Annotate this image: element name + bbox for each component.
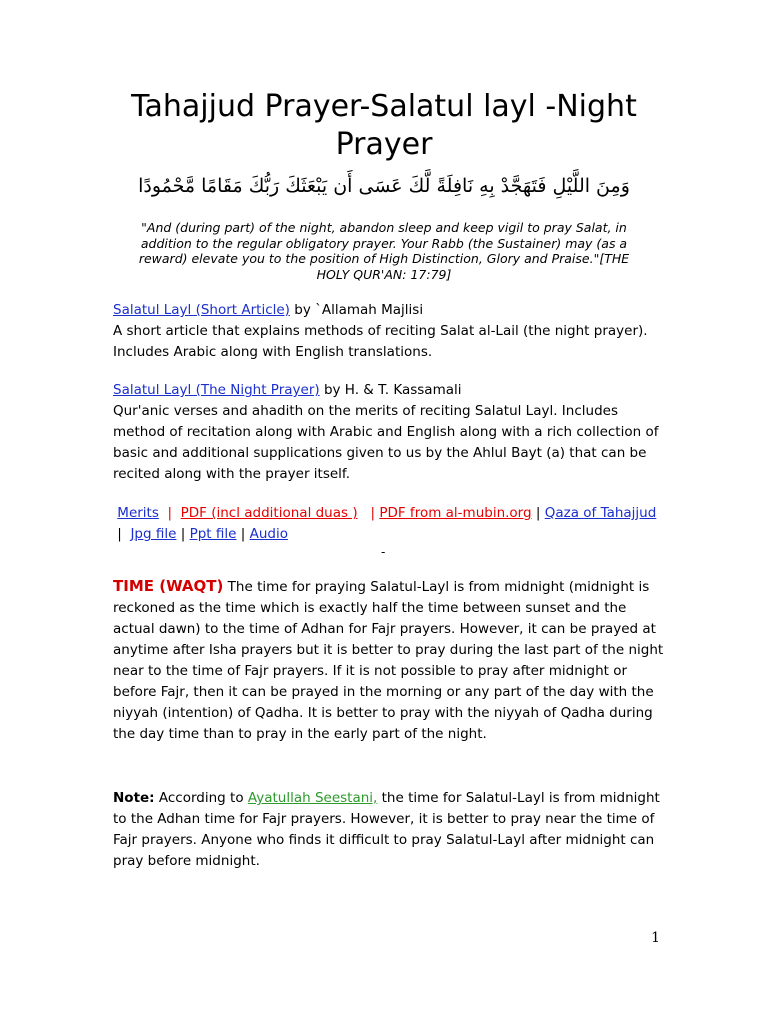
time-section xyxy=(113,576,668,745)
link-separator: | xyxy=(240,526,246,542)
short-article-author: by `Allamah Majlisi xyxy=(289,302,424,318)
jpg-link[interactable]: Jpg file xyxy=(130,526,177,542)
ppt-link[interactable]: Ppt file xyxy=(189,526,237,542)
pdf-mubin-link[interactable]: PDF from al-mubin.org xyxy=(379,505,532,521)
link-separator: | xyxy=(535,505,541,521)
link-separator: | xyxy=(167,505,173,521)
seestani-link[interactable]: Ayatullah Seestani, xyxy=(247,790,378,806)
resource-links xyxy=(113,503,668,545)
link-separator: | xyxy=(117,526,122,542)
note-label: Note: xyxy=(113,790,155,806)
entry-night-prayer xyxy=(113,380,668,485)
arabic-verse: وَمِنَ اللَّيْلِ فَتَهَجَّدْ بِهِ نَافِلَةً لَّكَ عَسَى أَن يَبْعَثَكَ رَبُّكَ مَقَامًا مَّحْمُودًا xyxy=(138,175,630,197)
night-prayer-description: Qur'anic verses and ahadith on the merits of reciting Salatul Layl. Includes method of recitation along with Arabic and English along with a rich collection of basic and additional supplications given to us by the Ahlul Bayt (a) that can be recited along with the prayer itself. xyxy=(113,403,659,482)
verse-translation: "And (during part) of the night, abandon sleep and keep vigil to pray Salat, in addition to the regular obligatory prayer. Your Rabb (the Sustainer) may (as a reward) elevate you to the position of High Distinction, Glory and Praise."[THE HOLY QUR'AN: 17:79] xyxy=(138,220,630,282)
link-separator: | xyxy=(370,505,376,521)
dash-mark: - xyxy=(381,545,386,559)
short-article-description: A short article that explains methods of reciting Salat al-Lail (the night prayer). Includes Arabic along with English translations. xyxy=(113,323,648,360)
qaza-link[interactable]: Qaza of Tahajjud xyxy=(544,505,657,521)
time-body: The time for praying Salatul-Layl is from midnight (midnight is reckoned as the time which is exactly half the time between sunset and the actual dawn) to the time of Adhan for Fajr prayers. However, it can be prayed at anytime after Isha prayers but it is better to pray during the last part of the night near to the time of Fajr prayers. If it is not possible to pray after midnight or before Fajr, then it can be prayed in the morning or any part of the day with the niyyah (intention) of Qadha. It is better to pray with the niyyah of Qadha during the day time than to pray in the early part of the night. xyxy=(113,579,664,742)
pdf-duas-link[interactable]: PDF (incl additional duas ) xyxy=(180,505,358,521)
short-article-link[interactable]: Salatul Layl (Short Article) xyxy=(113,302,290,318)
page-title: Tahajjud Prayer-Salatul layl -Night Prayer xyxy=(131,89,637,162)
link-separator: | xyxy=(180,526,186,542)
time-heading: TIME (WAQT) xyxy=(113,577,224,595)
entry-short-article xyxy=(113,300,668,363)
page-number: 1 xyxy=(651,930,660,946)
note-body: the time for Salatul-Layl is from midnight to the Adhan time for Fajr prayers. However, it is better to pray near the time of Fajr prayers. Anyone who finds it difficult to pray Salatul-Layl after midnight can pray before midnight. xyxy=(113,790,660,869)
note-section xyxy=(113,788,668,872)
note-prefix: According to xyxy=(154,790,248,806)
audio-link[interactable]: Audio xyxy=(249,526,288,542)
night-prayer-link[interactable]: Salatul Layl (The Night Prayer) xyxy=(113,382,320,398)
night-prayer-author: by H. & T. Kassamali xyxy=(319,382,462,398)
merits-link[interactable]: Merits xyxy=(117,505,159,521)
